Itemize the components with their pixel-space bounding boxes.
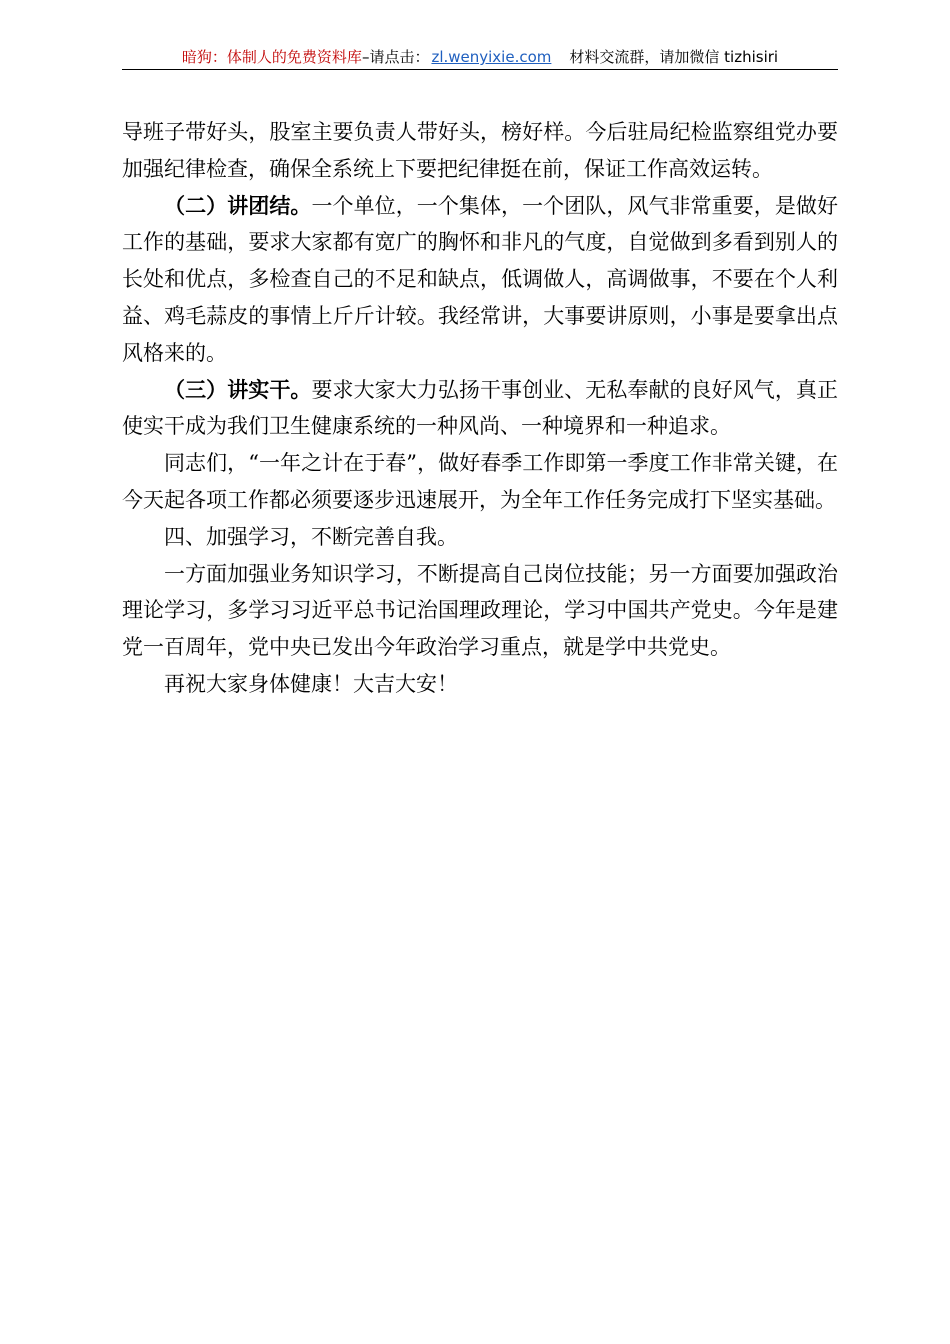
paragraph-spring-work: 同志们，“一年之计在于春”，做好春季工作即第一季度工作非常关键，在今天起各项工作都必须要逐步迅速展开，为全年工作任务完成打下坚实基础。 bbox=[122, 451, 838, 512]
header-contact: 材料交流群，请加微信 tizhisiri bbox=[569, 48, 779, 66]
paragraph-1: 导班子带好头，股室主要负责人带好头，榜好样。今后驻局纪检监察组党办要加强纪律检查，确保全系统上下要把纪律挺在前，保证工作高效运转。 bbox=[122, 120, 838, 181]
header-divider bbox=[122, 69, 838, 70]
paragraph-study: 一方面加强业务知识学习，不断提高自己岗位技能；另一方面要加强政治理论学习，多学习习近平总书记治国理政理论，学习中国共产党史。今年是建党一百周年，党中央已发出今年政治学习重点，就是学中共党史。 bbox=[122, 561, 838, 660]
page-header bbox=[122, 46, 838, 68]
section-heading-practical: （三）讲实干。 bbox=[164, 376, 312, 402]
paragraph-closing: 再祝大家身体健康！大吉大安！ bbox=[164, 671, 458, 696]
paragraph-practical bbox=[122, 372, 838, 446]
header-prompt: –请点击： bbox=[361, 48, 430, 66]
document-body bbox=[122, 114, 838, 703]
section-heading-study: 四、加强学习，不断完善自我。 bbox=[164, 524, 458, 549]
header-brand: 暗狗：体制人的免费资料库 bbox=[181, 48, 362, 66]
paragraph-unity bbox=[122, 188, 838, 372]
header-link[interactable]: zl.wenyixie.com bbox=[431, 48, 552, 66]
paragraph-practical-body: 要求大家大力弘扬干事创业、无私奉献的良好风气，真正使实干成为我们卫生健康系统的一种风尚、一种境界和一种追求。 bbox=[122, 377, 838, 439]
paragraph-unity-body: 一个单位，一个集体，一个团队，风气非常重要，是做好工作的基础，要求大家都有宽广的胸怀和非凡的气度，自觉做到多看到别人的长处和优点，多检查自己的不足和缺点，低调做人，高调做事，不要在个人利益、鸡毛蒜皮的事情上斤斤计较。我经常讲，大事要讲原则，小事是要拿出点风格来的。 bbox=[122, 193, 838, 365]
section-heading-unity: （二）讲团结。 bbox=[164, 192, 312, 218]
